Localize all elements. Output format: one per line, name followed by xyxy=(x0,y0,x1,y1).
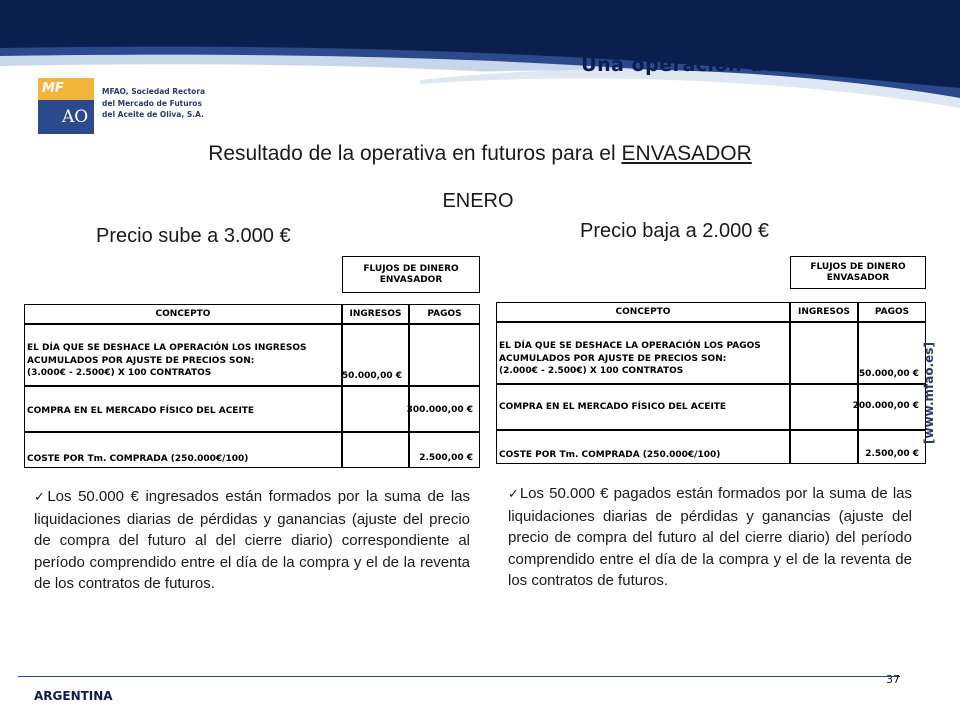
pagos-value: 300.000,00 € xyxy=(406,405,473,415)
table-row-concept xyxy=(24,432,342,468)
concept-header-cell: CONCEPTO xyxy=(24,304,342,324)
cash-flow-table-left xyxy=(24,256,480,468)
cash-flow-table-right xyxy=(496,256,926,464)
concept-line: EL DÍA QUE SE DESHACE LA OPERACIÓN LOS PAGOS xyxy=(499,341,761,351)
table-cell-ingresos xyxy=(790,430,858,464)
concept-line: (3.000€ - 2.500€) X 100 CONTRATOS xyxy=(27,368,212,378)
group-header-cell: FLUJOS DE DINERO ENVASADOR xyxy=(790,256,926,289)
checkmark-icon: ✓ xyxy=(34,490,48,505)
logo-line: del Mercado de Futuros xyxy=(102,98,202,108)
concept-line: COSTE POR Tm. COMPRADA (250.000€/100) xyxy=(499,450,721,460)
note-left-text: Los 50.000 € ingresados están formados por la suma de las liquidaciones diarias de pérdidas y ganancias (ajuste del precio de compra del futuro al del cierre diario) correspondiente al período comprendido entre el día de la compra y el de la reventa de los contratos de futuros. xyxy=(34,488,470,593)
footer-divider xyxy=(18,676,900,677)
page-number: 37 xyxy=(886,673,900,686)
note-left xyxy=(34,486,470,595)
concept-header-cell: CONCEPTO xyxy=(496,302,790,322)
logo-company-name xyxy=(102,86,232,121)
subtitle xyxy=(0,142,960,166)
concept-line: COMPRA EN EL MERCADO FÍSICO DEL ACEITE xyxy=(27,406,255,416)
logo-ao-block xyxy=(38,100,94,134)
pagos-value: 2.500,00 € xyxy=(419,453,473,463)
table-cell-ingresos xyxy=(790,322,858,384)
table-cell-ingresos xyxy=(790,384,858,430)
concept-line: ACUMULADOS POR AJUSTE DE PRECIOS SON: xyxy=(499,353,727,364)
logo-mf-text: MF xyxy=(42,81,64,96)
pagos-value: 2.500,00 € xyxy=(865,449,919,459)
table-cell-ingresos xyxy=(342,324,409,386)
logo-line: del Aceite de Oliva, S.A. xyxy=(102,110,204,119)
footer-country: ARGENTINA xyxy=(34,689,113,703)
note-right-text: Los 50.000 € pagados están formados por la suma de las liquidaciones diarias de pérdidas y ganancias (ajuste del precio de compra del futuro al del cierre diario) del período comprendido entre el día de la compra y el de la reventa de los contratos de futuros. xyxy=(508,485,912,590)
month-label: ENERO xyxy=(442,190,514,212)
subtitle-underlined: ENVASADOR xyxy=(621,142,752,165)
table-row-concept xyxy=(24,324,342,386)
logo-line: MFAO, Sociedad Rectora xyxy=(102,87,206,96)
concept-line: COMPRA EN EL MERCADO FÍSICO DEL ACEITE xyxy=(499,402,727,412)
pagos-header-cell: PAGOS xyxy=(409,304,480,324)
table-cell-pagos xyxy=(858,430,926,464)
concept-line: EL DÍA QUE SE DESHACE LA OPERACIÓN LOS INGRESOS xyxy=(27,343,307,353)
pagos-value: 200.000,00 € xyxy=(852,401,919,411)
table-row-concept xyxy=(496,322,790,384)
mfao-logo xyxy=(38,78,228,138)
ingresos-header-cell: INGRESOS xyxy=(790,302,858,322)
logo-ao-text: AO xyxy=(62,107,89,127)
concept-line: COSTE POR Tm. COMPRADA (250.000€/100) xyxy=(27,454,249,464)
slide-title: Una operación de cobertura (V) xyxy=(581,54,934,76)
ingresos-header-cell: INGRESOS xyxy=(342,304,409,324)
scenario-right-label: Precio baja a 2.000 € xyxy=(580,220,770,242)
group-header-cell: FLUJOS DE DINERO ENVASADOR xyxy=(342,256,480,293)
table-cell-pagos xyxy=(409,324,480,386)
table-row-concept xyxy=(496,384,790,430)
subtitle-prefix: Resultado de la operativa en futuros para el xyxy=(208,142,622,165)
table-cell-pagos xyxy=(409,432,480,468)
logo-mf-block xyxy=(38,78,94,100)
note-right xyxy=(508,483,912,592)
concept-line: ACUMULADOS POR AJUSTE DE PRECIOS SON: xyxy=(27,355,255,366)
concept-line: (2.000€ - 2.500€) X 100 CONTRATOS xyxy=(499,366,684,376)
table-row-concept xyxy=(496,430,790,464)
ingresos-value: 50.000,00 € xyxy=(341,371,402,381)
table-row-concept xyxy=(24,386,342,432)
checkmark-icon: ✓ xyxy=(508,487,520,502)
table-cell-ingresos xyxy=(342,386,409,432)
logo-mark xyxy=(38,78,94,134)
pagos-value: 50.000,00 € xyxy=(858,369,919,379)
table-cell-pagos xyxy=(406,386,480,432)
pagos-header-cell: PAGOS xyxy=(858,302,926,322)
table-cell-pagos xyxy=(858,322,926,384)
table-cell-pagos xyxy=(852,384,926,430)
website-label: [www.mfao.es] xyxy=(922,342,936,444)
table-cell-ingresos xyxy=(342,432,409,468)
scenario-left-label: Precio sube a 3.000 € xyxy=(96,225,291,247)
